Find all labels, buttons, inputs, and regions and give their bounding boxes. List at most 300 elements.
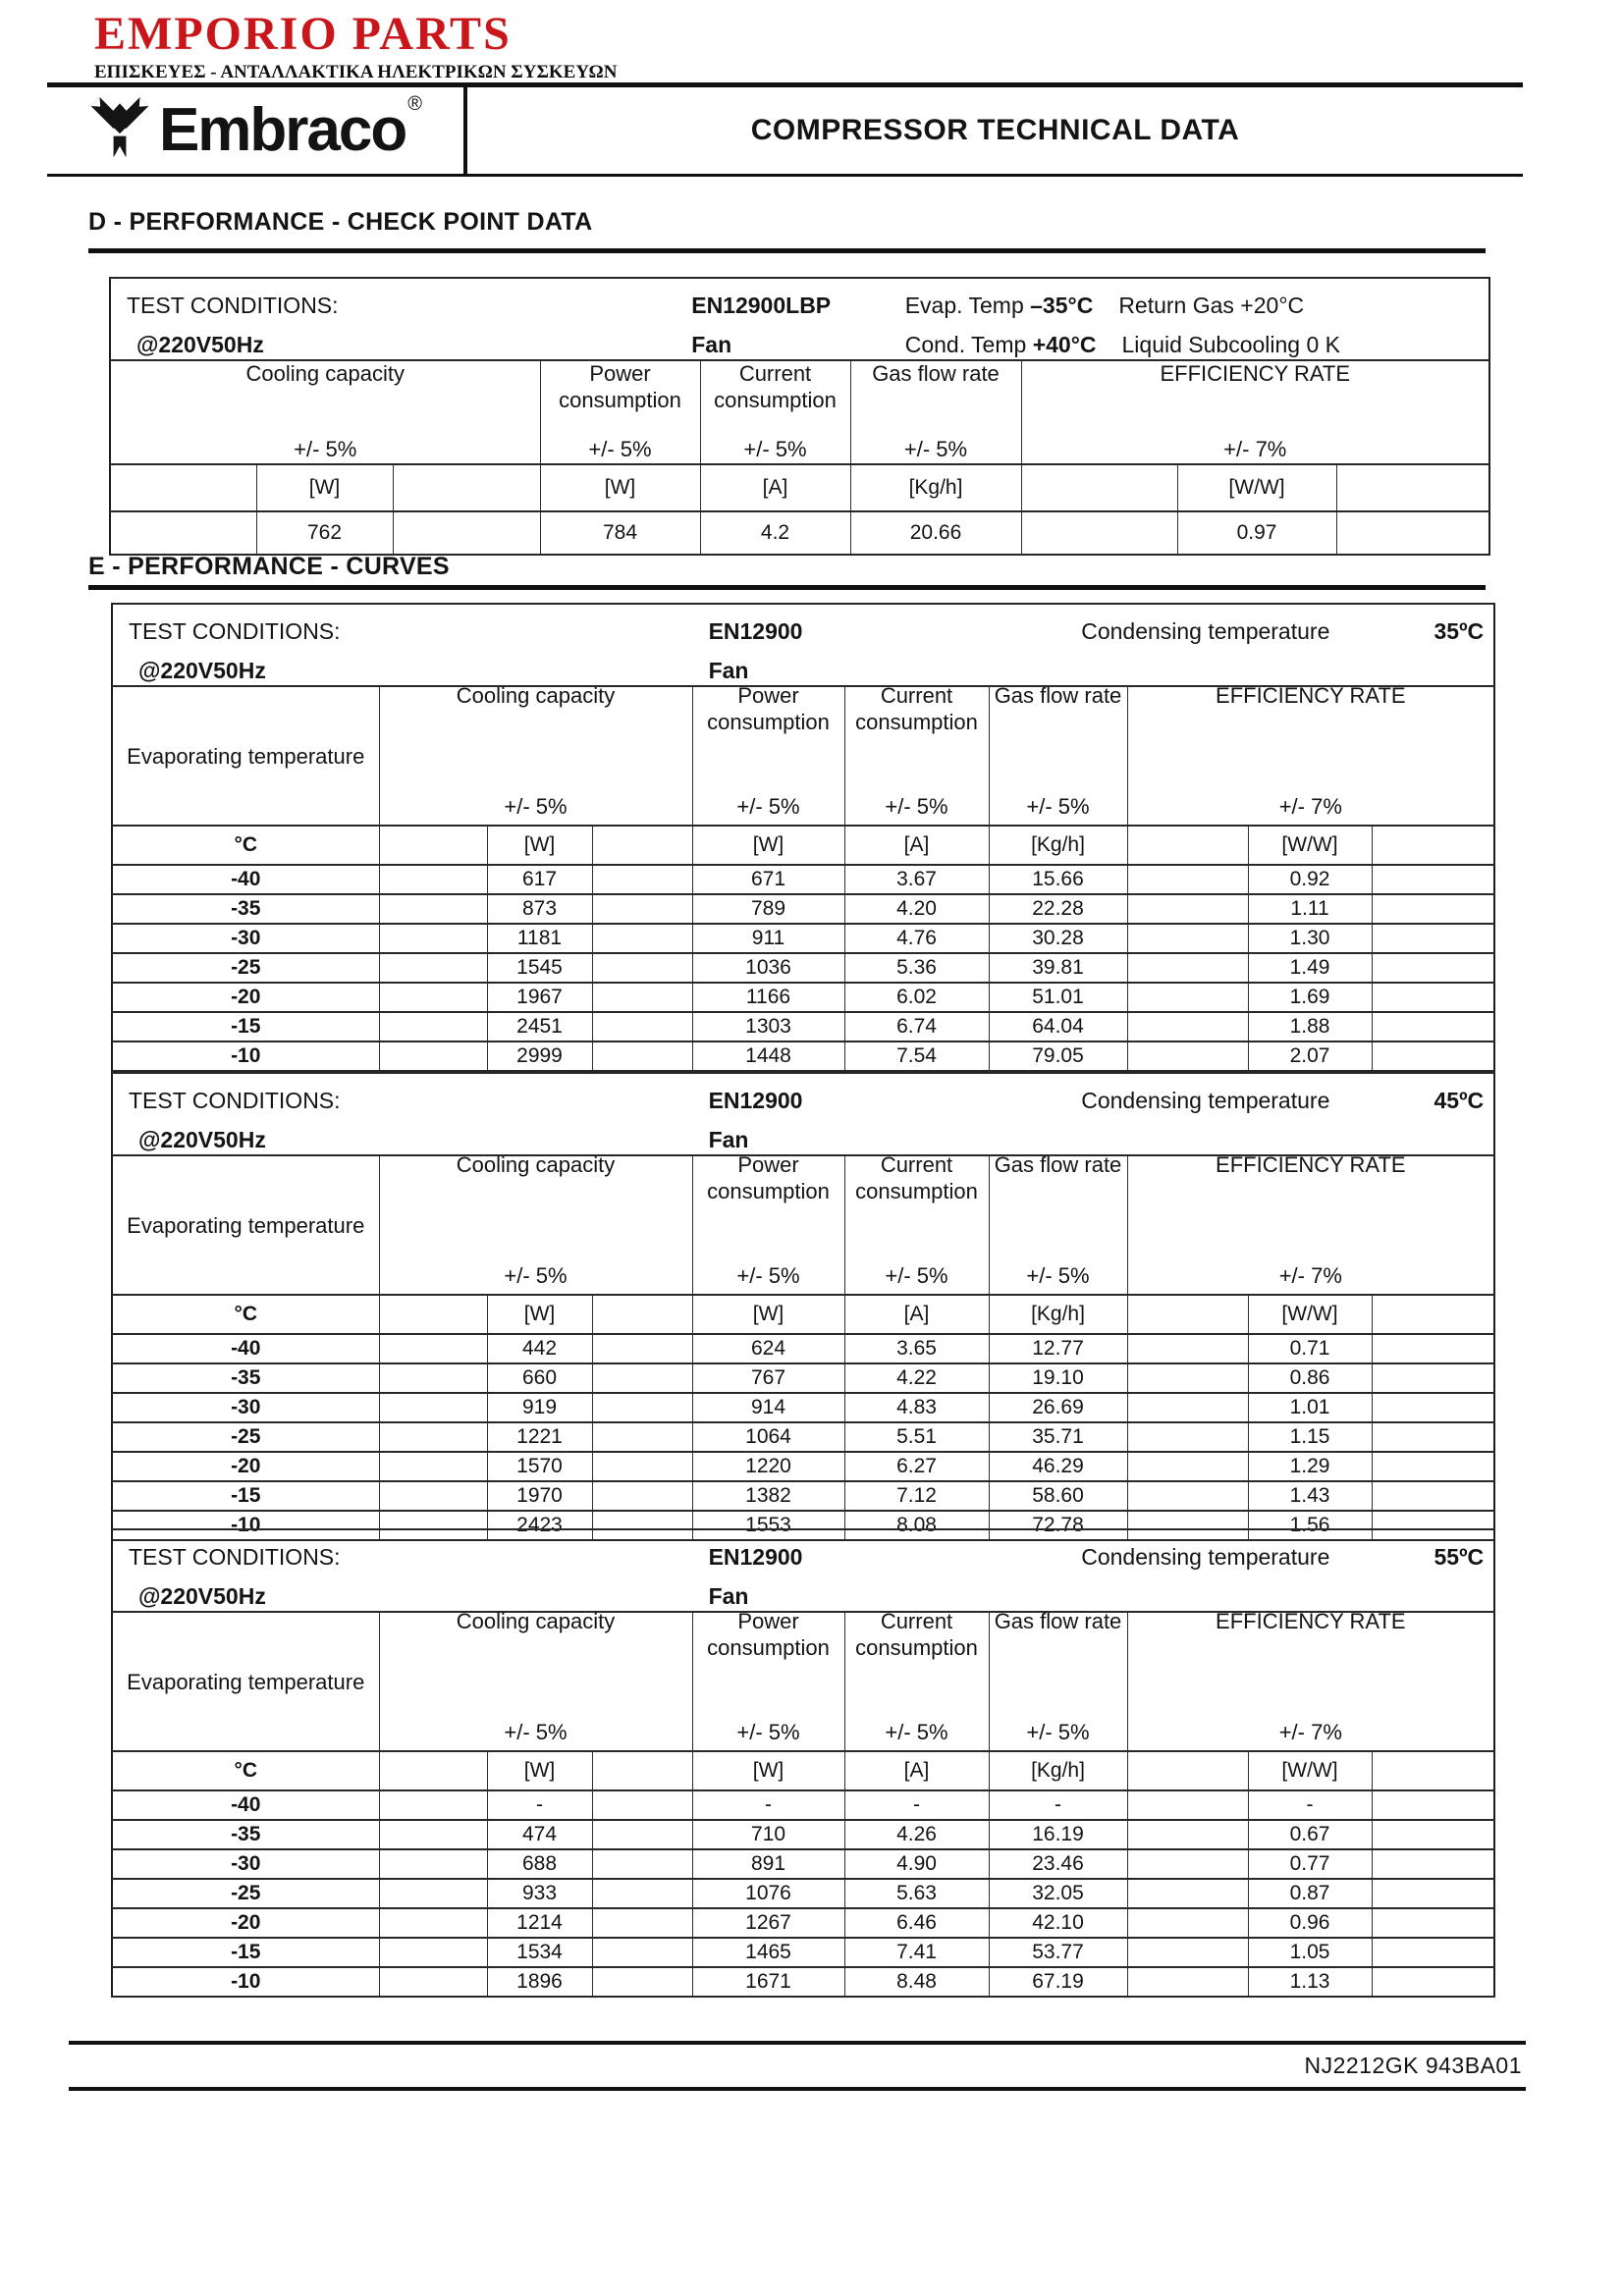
doc-title: COMPRESSOR TECHNICAL DATA [750,114,1240,146]
registered-mark: ® [407,93,423,115]
cell-ic: 4.26 [844,1820,989,1849]
cell-pc: 891 [692,1849,844,1879]
data-row [112,1820,1494,1849]
spacer-cell [592,1908,692,1938]
cell-ic: 8.48 [844,1967,989,1997]
spacer-cell [1127,826,1248,865]
unit-power: [W] [692,1751,844,1790]
subcooling: Liquid Subcooling 0 K [1121,332,1341,357]
section-e-title: E - PERFORMANCE - CURVES [88,553,450,580]
test-conditions-block [113,1542,709,1623]
cell-t: -40 [112,865,379,894]
cell-cc: 688 [487,1849,592,1879]
cell-gf: 16.19 [989,1820,1127,1849]
cell-ic: 5.36 [844,953,989,983]
data-row [112,1452,1494,1481]
cell-ic: 6.27 [844,1452,989,1481]
spacer-cell [379,1908,487,1938]
spacer-cell [379,1452,487,1481]
unit-evap: °C [112,826,379,865]
spacer-cell [379,1849,487,1879]
cell-er: 1.01 [1248,1393,1372,1422]
spacer-cell [1021,464,1177,511]
cell-er: 1.29 [1248,1452,1372,1481]
spacer-cell [592,1363,692,1393]
col-gas-flow-rate: Gas flow rate +/- 5% [989,686,1127,826]
condensing-value: 55ºC [1434,1544,1485,1570]
cell-er: 0.67 [1248,1820,1372,1849]
spacer-cell [1372,1422,1494,1452]
spacer-cell [1127,1751,1248,1790]
performance-table-45c [111,1072,1495,1541]
spacer-cell [379,826,487,865]
data-row [112,894,1494,924]
fan-label: Fan [708,658,749,683]
spacer-cell [379,1481,487,1511]
spacer-cell [1372,1967,1494,1997]
spacer-cell [1372,953,1494,983]
data-row [112,1422,1494,1452]
spacer-cell [592,1849,692,1879]
cond-temp-label: Cond. Temp [904,332,1027,357]
spacer-cell [1127,1393,1248,1422]
unit-current: [A] [844,1295,989,1334]
cell-pc: 789 [692,894,844,924]
col-efficiency-rate: EFFICIENCY RATE +/- 7% [1127,1612,1494,1751]
cell-gf: 19.10 [989,1363,1127,1393]
spacer-cell [1127,1908,1248,1938]
cell-efficiency-value: 0.97 [1177,511,1336,555]
cell-pc: 710 [692,1820,844,1849]
test-conditions-block [113,616,709,697]
cell-er: 0.86 [1248,1363,1372,1393]
spacer-cell [1127,1363,1248,1393]
test-conditions-row [112,1073,1494,1155]
cell-cc: 1221 [487,1422,592,1452]
spacer-cell [1127,924,1248,953]
spacer-cell [379,1334,487,1363]
data-row [112,1334,1494,1363]
evap-condition-line [905,291,1481,320]
condensing-value: 35ºC [1434,618,1485,644]
spacer-cell [1127,1938,1248,1967]
cell-er: 1.88 [1248,1012,1372,1041]
spacer-cell [1372,1334,1494,1363]
standard-block [691,291,904,371]
cell-er: 0.87 [1248,1879,1372,1908]
spacer-cell [592,1041,692,1071]
spacer-cell [592,1790,692,1820]
column-header-row [112,1612,1494,1751]
cell-er: 0.77 [1248,1849,1372,1879]
spacer-cell [1372,1295,1494,1334]
units-row [112,1751,1494,1790]
cell-t: -30 [112,1849,379,1879]
cell-gf: 67.19 [989,1967,1127,1997]
spacer-cell [1372,1908,1494,1938]
cell-gf: 51.01 [989,983,1127,1012]
cell-gf: 46.29 [989,1452,1127,1481]
spacer-cell [110,464,256,511]
cell-er: 1.15 [1248,1422,1372,1452]
test-conditions-row [112,604,1494,686]
cell-pc: 624 [692,1334,844,1363]
spacer-cell [1336,511,1489,555]
spacer-cell [592,865,692,894]
spacer-cell [1127,1295,1248,1334]
cell-cc: 442 [487,1334,592,1363]
cell-gf: 32.05 [989,1879,1127,1908]
supply-voltage: @220V50Hz [138,658,266,683]
cell-t: -40 [112,1334,379,1363]
spacer-cell [1372,1452,1494,1481]
cell-t: -40 [112,1790,379,1820]
fan-label: Fan [691,332,732,357]
spacer-cell [1127,1481,1248,1511]
data-row [112,1849,1494,1879]
spacer-cell [592,1938,692,1967]
cell-pc: 1220 [692,1452,844,1481]
condensing-label: Condensing temperature [1081,1544,1330,1570]
col-power-consumption: Power consumption +/- 5% [692,686,844,826]
spacer-cell [379,865,487,894]
cell-ic: 7.54 [844,1041,989,1071]
cell-er: 2.07 [1248,1041,1372,1071]
spacer-cell [1372,1363,1494,1393]
test-conditions-row [112,1529,1494,1612]
data-row [112,1908,1494,1938]
unit-efficiency: [W/W] [1248,1751,1372,1790]
cell-er: 1.69 [1248,983,1372,1012]
cell-gf: 35.71 [989,1422,1127,1452]
units-row [110,464,1489,511]
spacer-cell [592,1452,692,1481]
spacer-cell [1372,1481,1494,1511]
cell-er: - [1248,1790,1372,1820]
cell-ic: 4.83 [844,1393,989,1422]
col-cooling-capacity: Cooling capacity +/- 5% [379,1612,692,1751]
data-row [112,1012,1494,1041]
evap-temp-label: Evap. Temp [904,293,1024,318]
spacer-cell [592,1393,692,1422]
cell-er: 1.11 [1248,894,1372,924]
unit-cooling: [W] [487,1751,592,1790]
cell-t: -20 [112,1908,379,1938]
data-row [112,1481,1494,1511]
embraco-logo-text: Embraco [158,96,406,164]
data-row [112,924,1494,953]
cell-t: -25 [112,1879,379,1908]
cell-current-value: 4.2 [700,511,850,555]
section-e-rule [88,585,1486,590]
cell-cc: 1896 [487,1967,592,1997]
col-power-consumption: Power consumption +/- 5% [540,360,700,464]
spacer-cell [1372,1790,1494,1820]
cell-gf: 72.78 [989,1511,1127,1540]
cell-pc: 1076 [692,1879,844,1908]
embraco-logo-icon [88,97,151,165]
cell-t: -30 [112,924,379,953]
cell-pc: - [692,1790,844,1820]
cell-gf: 39.81 [989,953,1127,983]
cell-gf: 64.04 [989,1012,1127,1041]
col-current-consumption: Current consumption +/- 5% [844,1155,989,1295]
data-row [112,1363,1494,1393]
cell-cc: 2423 [487,1511,592,1540]
cell-er: 1.13 [1248,1967,1372,1997]
spacer-cell [592,924,692,953]
spacer-cell [1127,1849,1248,1879]
cell-ic: 7.12 [844,1481,989,1511]
checkpoint-table [109,277,1490,556]
cell-cc: - [487,1790,592,1820]
unit-gas: [Kg/h] [989,1295,1127,1334]
col-gas-flow-rate: Gas flow rate +/- 5% [989,1612,1127,1751]
cell-t: -35 [112,1820,379,1849]
section-d-rule [88,248,1486,253]
cell-pc: 1303 [692,1012,844,1041]
conditions-detail-block [905,291,1488,371]
cell-cc: 1545 [487,953,592,983]
cell-cc: 1181 [487,924,592,953]
spacer-cell [1127,953,1248,983]
standard-name: EN12900 [708,1544,803,1570]
cell-cc: 1970 [487,1481,592,1511]
supply-voltage: @220V50Hz [138,1127,266,1152]
section-d-title: D - PERFORMANCE - CHECK POINT DATA [88,208,593,236]
cell-cc: 1534 [487,1938,592,1967]
spacer-cell [1372,1751,1494,1790]
cell-er: 0.96 [1248,1908,1372,1938]
col-power-consumption: Power consumption +/- 5% [692,1612,844,1751]
data-row [112,865,1494,894]
unit-evap: °C [112,1751,379,1790]
test-conditions-label: TEST CONDITIONS: [129,1544,341,1570]
cell-cc: 1214 [487,1908,592,1938]
spacer-cell [1372,1938,1494,1967]
cell-gf: 53.77 [989,1938,1127,1967]
cell-gas-value: 20.66 [850,511,1021,555]
test-conditions-label: TEST CONDITIONS: [127,293,339,318]
spacer-cell [1127,1452,1248,1481]
test-conditions-label: TEST CONDITIONS: [129,618,341,644]
spacer-cell [1127,1041,1248,1071]
test-conditions-label: TEST CONDITIONS: [129,1088,341,1113]
unit-efficiency: [W/W] [1248,1295,1372,1334]
spacer-cell [1127,1334,1248,1363]
unit-power: [W] [540,464,700,511]
col-evaporating-temperature: Evaporating temperature [112,686,379,826]
cell-ic: 5.51 [844,1422,989,1452]
cell-t: -10 [112,1041,379,1071]
cell-cc: 919 [487,1393,592,1422]
unit-power: [W] [692,826,844,865]
cell-ic: 4.90 [844,1849,989,1879]
spacer-cell [379,983,487,1012]
col-gas-flow-rate: Gas flow rate +/- 5% [989,1155,1127,1295]
spacer-cell [1021,511,1177,555]
spacer-cell [592,1012,692,1041]
spacer-cell [379,1967,487,1997]
cell-pc: 1448 [692,1041,844,1071]
condensing-label: Condensing temperature [1081,618,1330,644]
col-efficiency-rate: EFFICIENCY RATE +/- 7% [1127,686,1494,826]
col-evaporating-temperature: Evaporating temperature [112,1612,379,1751]
spacer-cell [592,1967,692,1997]
cell-pc: 671 [692,865,844,894]
test-conditions-block [111,291,691,371]
data-row [112,1393,1494,1422]
spacer-cell [592,1334,692,1363]
cell-cc: 933 [487,1879,592,1908]
cell-pc: 911 [692,924,844,953]
cell-t: -35 [112,894,379,924]
brand-block [94,10,617,83]
column-header-row [110,360,1489,464]
spacer-cell [1372,1849,1494,1879]
cell-gf: 30.28 [989,924,1127,953]
spacer-cell [1372,865,1494,894]
spacer-cell [592,1295,692,1334]
cell-gf: 15.66 [989,865,1127,894]
test-conditions-row [110,278,1489,360]
unit-cooling: [W] [487,1295,592,1334]
supply-voltage: @220V50Hz [138,1583,266,1609]
cell-pc: 767 [692,1363,844,1393]
data-row [112,983,1494,1012]
performance-table-55c [111,1528,1495,1998]
cell-pc: 1671 [692,1967,844,1997]
cell-cc: 2451 [487,1012,592,1041]
cell-pc: 1382 [692,1481,844,1511]
col-power-consumption: Power consumption +/- 5% [692,1155,844,1295]
spacer-cell [379,1363,487,1393]
cell-cc: 660 [487,1363,592,1393]
cell-gf: 42.10 [989,1908,1127,1938]
unit-power: [W] [692,1295,844,1334]
units-row [112,826,1494,865]
brand-title: EMPORIO PARTS [94,8,512,60]
spacer-cell [379,1393,487,1422]
standard-name: EN12900LBP [691,293,832,318]
cond-condition-line [905,330,1481,359]
spacer-cell [1127,1012,1248,1041]
spacer-cell [1127,1422,1248,1452]
unit-current: [A] [844,1751,989,1790]
column-header-row [112,1155,1494,1295]
footer-code: NJ2212GK 943BA01 [1304,2053,1522,2078]
cell-ic: 4.76 [844,924,989,953]
cell-gf: 26.69 [989,1393,1127,1422]
data-row [112,1790,1494,1820]
spacer-cell [592,953,692,983]
col-current-consumption: Current consumption +/- 5% [844,686,989,826]
cell-t: -20 [112,1452,379,1481]
cell-er: 1.56 [1248,1511,1372,1540]
brand-subtitle: ΕΠΙΣΚΕΥΕΣ - ΑΝΤΑΛΛΑΚΤΙΚΑ ΗΛΕΚΤΡΙΚΩΝ ΣΥΣΚΕΥΩΝ [94,62,618,83]
unit-gas: [Kg/h] [989,826,1127,865]
doc-title-cell [467,87,1523,174]
cell-ic: 4.22 [844,1363,989,1393]
unit-gas: [Kg/h] [850,464,1021,511]
spacer-cell [592,983,692,1012]
cell-ic: 7.41 [844,1938,989,1967]
cell-ic: 6.02 [844,983,989,1012]
unit-efficiency: [W/W] [1248,826,1372,865]
cond-temp-value: +40°C [1032,332,1097,357]
cell-er: 1.43 [1248,1481,1372,1511]
spacer-cell [1372,894,1494,924]
return-gas: Return Gas +20°C [1118,293,1305,318]
condensing-label: Condensing temperature [1081,1088,1330,1113]
logo-title-bar [47,82,1523,177]
footer-bar [69,2041,1526,2091]
spacer-cell [592,1422,692,1452]
spacer-cell [1372,1393,1494,1422]
spacer-cell [379,894,487,924]
cell-ic: 5.63 [844,1879,989,1908]
evap-temp-value: –35°C [1030,293,1094,318]
cell-er: 0.92 [1248,865,1372,894]
fan-label: Fan [708,1583,749,1609]
unit-current: [A] [844,826,989,865]
col-gas-flow-rate: Gas flow rate +/- 5% [850,360,1021,464]
spacer-cell [1372,826,1494,865]
spacer-cell [592,1751,692,1790]
cell-cc: 474 [487,1820,592,1849]
cell-gf: 58.60 [989,1481,1127,1511]
col-current-consumption: Current consumption +/- 5% [844,1612,989,1751]
spacer-cell [110,511,256,555]
cell-t: -30 [112,1393,379,1422]
unit-current: [A] [700,464,850,511]
spacer-cell [1372,983,1494,1012]
spacer-cell [1372,1012,1494,1041]
col-current-consumption: Current consumption +/- 5% [700,360,850,464]
cell-t: -10 [112,1967,379,1997]
spacer-cell [592,826,692,865]
unit-efficiency: [W/W] [1177,464,1336,511]
spacer-cell [592,1820,692,1849]
cell-t: -15 [112,1481,379,1511]
spacer-cell [393,511,540,555]
spacer-cell [379,1790,487,1820]
data-row [112,1938,1494,1967]
column-header-row [112,686,1494,826]
cell-ic: 4.20 [844,894,989,924]
spacer-cell [592,1481,692,1511]
data-row [112,1879,1494,1908]
cell-er: 0.71 [1248,1334,1372,1363]
standard-name: EN12900 [708,1088,803,1113]
cell-cc: 617 [487,865,592,894]
cell-ic: 3.67 [844,865,989,894]
data-row [112,1041,1494,1071]
spacer-cell [379,1422,487,1452]
cell-t: -35 [112,1363,379,1393]
cell-pc: 1166 [692,983,844,1012]
spacer-cell [379,1012,487,1041]
spacer-cell [379,1820,487,1849]
spacer-cell [1127,894,1248,924]
data-row [112,1967,1494,1997]
test-conditions-block [113,1086,709,1166]
spacer-cell [379,1751,487,1790]
spacer-cell [379,1879,487,1908]
spacer-cell [1372,1820,1494,1849]
cell-power-value: 784 [540,511,700,555]
cell-er: 1.49 [1248,953,1372,983]
